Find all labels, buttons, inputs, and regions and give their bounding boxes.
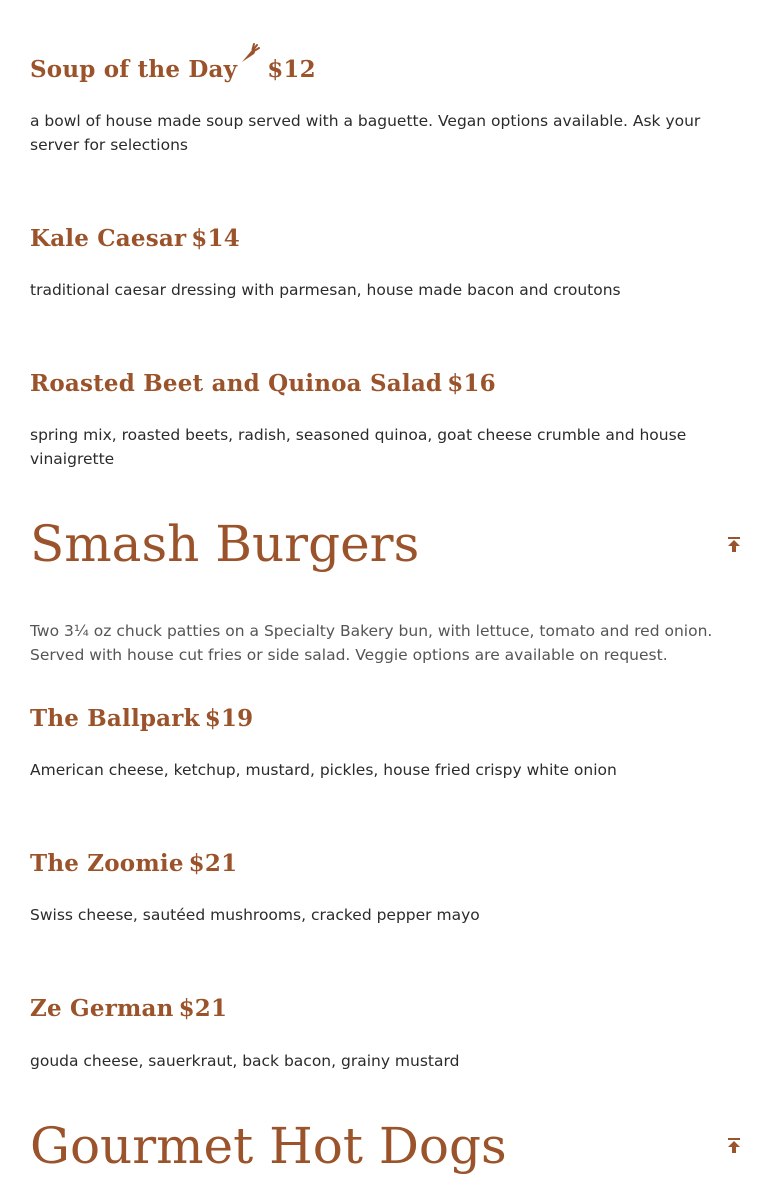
item-price: $21 bbox=[178, 995, 228, 1022]
item-price: $21 bbox=[188, 850, 238, 877]
menu-item-title-beet bbox=[30, 372, 496, 395]
menu-item-title-german bbox=[30, 997, 227, 1020]
item-name: Roasted Beet and Quinoa Salad bbox=[30, 370, 443, 397]
item-price: $12 bbox=[267, 56, 316, 83]
item-name: The Zoomie bbox=[30, 850, 184, 877]
back-to-top-link-hotdogs[interactable] bbox=[726, 1137, 742, 1155]
item-name: Ze German bbox=[30, 995, 174, 1022]
back-to-top-link-burgers[interactable] bbox=[726, 536, 742, 554]
menu-item-description-ballpark: American cheese, ketchup, mustard, pickles, house fried crispy white onion bbox=[30, 761, 617, 779]
item-price: $16 bbox=[447, 370, 496, 397]
menu-item-description-beet: spring mix, roasted beets, radish, seasoned quinoa, goat cheese crumble and house vinaigrette bbox=[30, 426, 687, 468]
item-price: $19 bbox=[204, 705, 254, 732]
item-name: Kale Caesar bbox=[30, 225, 187, 252]
menu-item-title-soup bbox=[30, 58, 316, 84]
menu-item-description-zoomie: Swiss cheese, sautéed mushrooms, cracked pepper mayo bbox=[30, 906, 480, 924]
menu-item-title-zoomie bbox=[30, 852, 237, 875]
section-title-gourmet-hot-dogs: Gourmet Hot Dogs bbox=[30, 1117, 507, 1175]
item-name: The Ballpark bbox=[30, 705, 200, 732]
menu-item-description-german: gouda cheese, sauerkraut, back bacon, grainy mustard bbox=[30, 1052, 460, 1070]
section-title-smash-burgers: Smash Burgers bbox=[30, 515, 420, 573]
menu-item-title-ballpark bbox=[30, 707, 253, 730]
menu-item-description-soup: a bowl of house made soup served with a baguette. Vegan options available. Ask your server for selections bbox=[30, 112, 701, 154]
menu-item-description-kale: traditional caesar dressing with parmesan, house made bacon and croutons bbox=[30, 281, 621, 299]
section-description-smash-burgers: Two 3¼ oz chuck patties on a Specialty Bakery bun, with lettuce, tomato and red onion. Served with house cut fries or side salad. Veggie options are available on request. bbox=[30, 622, 713, 664]
item-price: $14 bbox=[191, 225, 240, 252]
arrow-to-top-icon bbox=[726, 536, 742, 554]
carrot-icon bbox=[239, 42, 261, 68]
item-name: Soup of the Day bbox=[30, 56, 238, 83]
arrow-to-top-icon bbox=[726, 1137, 742, 1155]
menu-item-title-kale bbox=[30, 227, 240, 250]
